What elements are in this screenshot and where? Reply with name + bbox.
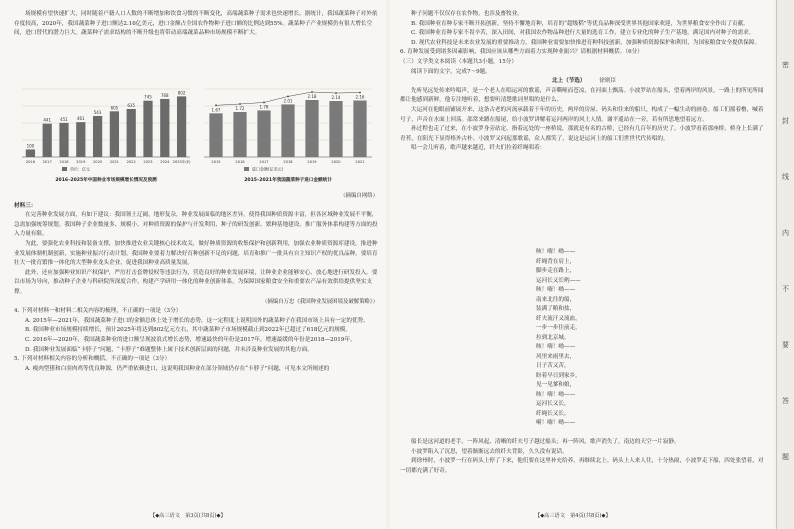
story-author: 徐则臣	[599, 78, 617, 85]
data-label: 2.16	[355, 94, 365, 100]
intro-paragraph: 场规模有望快速扩大，同时随着户籍人口人数的不断增加和饮食习惯的不断变化，高端蔬菜种子需求也快速增长。据统计，我国蔬菜种子对外依存度较高，2020年，我国蔬菜种子进口额达2.16亿美元，进口金额占全国农作物种子进口额的比例达到55%。蔬菜种子产业规模仍有很大增长空间，进口替代的潜力巨大。蔬菜种子需求结构的不断升级也将带动高端蔬菜品种市场规模不断扩大。	[14, 11, 378, 37]
tick-label: 2015	[211, 160, 221, 164]
question-4: 4. 下列对材料一和材料二相关内容的梳理，不正确的一项是（3分）	[14, 308, 182, 315]
tick-label: 2020	[331, 160, 341, 164]
bar	[76, 122, 85, 157]
charts-source: （摘编自网络）	[340, 193, 378, 199]
story-para-1: 先听见远处传来吟唱声，是一个老人在唱运河的歌谣，声音嘶哑而苍凉，在河面上飘荡。小波罗站在船头，望着两岸的风景，一路上的所见所闻都让他感到新鲜，他专注地听着，想要听清楚歌词里唱的是什么。	[400, 87, 764, 104]
tick-label: 2025年(E)	[172, 160, 191, 164]
tick-label: 2019	[307, 160, 317, 164]
data-label: 768	[160, 92, 169, 98]
song-line: 风里来雨里去，	[536, 353, 576, 360]
right-top	[400, 10, 768, 154]
seal-line-strip	[776, 0, 794, 529]
chart-market-size	[14, 77, 196, 189]
song-line: 咳！嗨！呦——	[536, 344, 576, 350]
bar	[93, 116, 102, 157]
left-page	[0, 0, 386, 529]
seal-line-char: 内	[782, 229, 789, 237]
story-header	[400, 77, 768, 87]
bar	[329, 101, 342, 157]
song-line: 嗬！嗨！呦——	[536, 420, 576, 426]
seal-line-char: 答	[782, 397, 789, 405]
bar	[127, 109, 136, 157]
section-instruction: 阅读下面的文字，完成7～9题。	[411, 68, 491, 75]
seal-line-char: 封	[782, 117, 789, 125]
seal-line-char: 密	[782, 61, 789, 69]
chart-caption: 2016–2025年中国种业市场规模增长情况及预测	[55, 178, 157, 183]
data-label: 461	[76, 116, 85, 122]
q4-option-a: A. 2015年—2021年，我国蔬菜种子进口的金额总体上处于增长的态势，这一定程度上说明国外的蔬菜种子在我国市场上具有一定的优势。	[25, 317, 369, 324]
song-line: 咳！嗨！呦——	[536, 391, 576, 398]
legend-label: 单位：亿元	[70, 166, 90, 172]
legend-swatch	[244, 167, 249, 171]
right-footer: 【◆高三语文 第4页(共8页)◆】	[535, 513, 611, 519]
data-label: 441	[43, 117, 52, 123]
tick-label: 2017	[259, 160, 269, 164]
tick-label: 2023	[143, 160, 153, 164]
tick-label: 2024	[160, 160, 170, 164]
material3-para-1: 在完善种业发展方面，有如下建议：我国领土辽阔，地形复杂，种业发展面临的地区差异，使得我国种质资源丰富，但各区域种业发展不平衡，急需加强统筹规划。我国种子企业数量多、规模小，对种质资源的保护与开发利用、种子的研发创新、繁种基地建设、推广服务体系构建等方面的投入力量有限。	[14, 212, 378, 238]
q5-option-d: D. 现代农业科技是未来农业发展的重要推动力，我国种业需要加快推进育种科技创新，加强种质资源保护和利用，为国家粮食安全提供保障。	[411, 39, 761, 46]
bar	[110, 111, 119, 157]
song-line: 咳！嗨！呦——	[536, 249, 576, 255]
after-song-1: 船长是这河道的老手，一阵风起，清晰的纤夫号子越过船头；再一阵风，歌声消失了，南边的天空一片寂静。	[411, 439, 680, 445]
bar	[209, 113, 222, 157]
song-line: 日子苦又苦，	[536, 363, 570, 369]
data-label: 100	[26, 143, 35, 149]
tick-label: 2022	[126, 160, 136, 164]
tick-label: 2019	[76, 160, 86, 164]
data-label: 745	[144, 94, 152, 100]
chart-import-value	[196, 77, 378, 189]
tick-label: 2020	[93, 160, 103, 164]
seal-line-char: 要	[782, 341, 789, 349]
song-line: 运河长又长哟——	[536, 277, 581, 284]
data-label: 605	[110, 105, 119, 111]
legend-label: 进口金额(亿美元)	[252, 166, 284, 172]
tick-label: 2016	[25, 160, 35, 164]
series-point	[215, 104, 217, 106]
question-6: 6. 育种发展受到诸多因素影响，我国应该从哪些方面着力实现种业振兴？请根据材料概括。（6分）	[400, 49, 643, 56]
bar	[26, 149, 35, 157]
q5-option-b: B. 我国种业育种专家不断开拓创新，坚持不懈地育种，培育的“超级稻”等优良品种深受世界其他国家欢迎，为世界粮食安全作出了贡献。	[411, 20, 749, 27]
seal-line-char: 线	[782, 173, 789, 181]
seal-line-char: 不	[782, 285, 789, 293]
bar	[177, 96, 186, 157]
charts-area	[14, 77, 378, 189]
story-para-2: 大运河在他眼前铺展开来，这条古老的河流承载着千年的历史，两岸的房屋、码头和往来的船只，构成了一幅生动的画卷。船工们摇着橹，喊着号子，声音在水面上回荡。邵常来蹲在船尾，给小波罗讲解着运河两岸的风土人情。谢平遥站在一旁，若有所思地望着远方。	[400, 106, 764, 123]
material3-heading: 材料三：	[14, 202, 37, 209]
after-song-2: 小波罗陷入了沉思，望着渐渐远去的纤夫背影，久久没有说话。	[411, 448, 568, 455]
data-label: 2.18	[307, 93, 317, 99]
q5-option-c: C. 我国种业育种专家不畏辛苦，深入田间，对我国农作物品种进行大量的选育工作，建立专业化的种子生产基地，满足国内对种子的需求。	[411, 30, 755, 37]
q5-option-a-cont: 种子问题不仅仅存在农作物，也涉及畜牧业。	[411, 11, 523, 17]
tick-label: 2018	[59, 160, 69, 164]
material3-para-3: 此外，还应加强种业知识产权保护，严厉打击套牌侵权等违法行为，营造良好的种业发展环境，让种业企业能够安心、放心地进行研发投入。要以市场为导向，推动种子企业与科研院所深度合作，构建产学研用一体化的种业创新体系，为保障国家粮食安全和重要农产品有效供给提供坚实支撑。	[14, 269, 378, 295]
series-point	[335, 92, 337, 94]
song-line: 纤夫流汗又流血，	[536, 315, 581, 322]
data-label: 2.14	[331, 95, 341, 101]
story-para-3: 孙过程也走了过来，在小波罗身旁站定，指着远处的一座桥说，那就是有名的古桥，已经有几百年的历史了。小波罗看着那座桥，桥身上长满了青苔，在阳光下显得格外古朴。小波罗又问起那歌谣，众人都笑了，说这是运河上的船工们世世代代传唱的。	[400, 126, 764, 142]
bar	[43, 124, 52, 157]
bar	[353, 101, 366, 157]
tick-label: 2018	[283, 160, 293, 164]
bar	[281, 104, 294, 157]
q4-option-c: C. 2016年—2020年，我国蔬菜种业的进口额呈现波浪式增长态势，增速最快的年份是2017年，增速最缓的年份是2018—2019年。	[25, 336, 356, 343]
data-label: 2.01	[283, 98, 293, 104]
bar	[233, 112, 246, 157]
legend-swatch	[62, 167, 67, 171]
series-point	[263, 102, 265, 104]
right-bottom	[400, 438, 768, 476]
chart-caption: 2015–2021年我国蔬菜种子进口金额统计	[244, 178, 332, 183]
song-lyrics	[536, 248, 596, 429]
bar	[305, 100, 318, 157]
song-line: 南来北往的船，	[536, 296, 576, 303]
data-label: 635	[127, 103, 136, 109]
bar	[257, 110, 270, 157]
bar	[143, 101, 152, 157]
song-line: 拉到北京城。	[536, 334, 570, 341]
data-label: 1.78	[259, 104, 269, 110]
series-point	[311, 91, 313, 93]
q5-option-a: A. 瘦肉型猪和白羽肉鸡等优良种源，仍严重依赖进口，这说明我国种业在部分领域仍存在“卡脖子”问题，可见本文所阐述的	[25, 365, 330, 372]
tick-label: 2016	[235, 160, 245, 164]
tick-label: 2021	[109, 160, 119, 164]
seal-line-char: 题	[782, 453, 789, 461]
data-label: 543	[93, 109, 102, 115]
q4-option-d: D. 我国种业发展面临“卡脖子”问题，“卡脖子”难题整体上属于技术创新层面的问题，并未涉及种业发展的其他方面。	[25, 346, 313, 353]
series-point	[287, 96, 289, 98]
bar	[59, 123, 68, 157]
song-line: 盼着早日到家乡，	[536, 372, 581, 379]
song-line: 纤绳长又长。	[536, 410, 570, 417]
song-intro: 唱一会儿听着，歌声越来越近，纤夫们拉着纤绳唱着：	[411, 145, 546, 152]
song-line: 脚步走在路上，	[536, 268, 576, 274]
right-page	[390, 0, 774, 529]
q4-option-b: B. 我国种业市场规模持续增长，预计2025年将达到802亿元左右，其中蔬菜种子市场规模截止到2022年已超过了618亿元的规模。	[25, 327, 351, 334]
left-top-text	[14, 10, 378, 39]
song-line: 运河长又长，	[536, 401, 570, 407]
song-line: 咳！嗨！呦——	[536, 287, 576, 293]
series-point	[359, 92, 361, 94]
data-label: 1.67	[211, 107, 221, 113]
question-5: 5. 下列对材料相关内容的分析和概括，不正确的一项是（3分）	[14, 356, 171, 363]
song-line: 一步一步往前走，	[536, 325, 581, 331]
data-label: 451	[60, 116, 68, 122]
song-line: 纤绳背在肩上，	[536, 258, 576, 265]
tick-label: 2021	[355, 160, 365, 164]
after-song-3: 到徐州时，小波罗一行在码头上停了下来，他们要在这里补充给养，再继续北上。码头上人来人往，十分热闹，小波罗走下船，四处张望着，对一切都充满了好奇。	[400, 458, 764, 474]
series-point	[239, 103, 241, 105]
bar	[160, 99, 169, 157]
material3-para-2: 为此，要强化农业科技和装备支撑，加快推进农业关键核心技术攻关，做好种质资源的收集保护和创新利用，加强农业种质资源库建设，推进种业发展体制机制创新，实施种业振兴行动计划。我国种业要着力解决好育种创新不足的问题，培育和推广一批具有自主知识产权的优良品种。要培育壮大一批育繁推一体化的大型种业龙头企业，促进我国种业高质量发展。	[14, 240, 378, 267]
data-label: 1.72	[235, 106, 245, 112]
left-footer: 【◆高三语文 第3页(共8页)◆】	[150, 513, 226, 519]
section-heading: （三）文学类文本阅读（本题共3小题，15分）	[400, 58, 517, 65]
material3-source: （摘编自万忠《我国种业发展困境及破解策略》）	[262, 298, 378, 305]
left-body	[14, 192, 378, 374]
song-line: 见一见爹和娘，	[536, 382, 576, 388]
tick-label: 2017	[42, 160, 52, 164]
story-title: 北上（节选）	[551, 78, 586, 85]
data-label: 802	[177, 90, 186, 96]
song-line: 装满了粮和盐，	[536, 306, 576, 312]
